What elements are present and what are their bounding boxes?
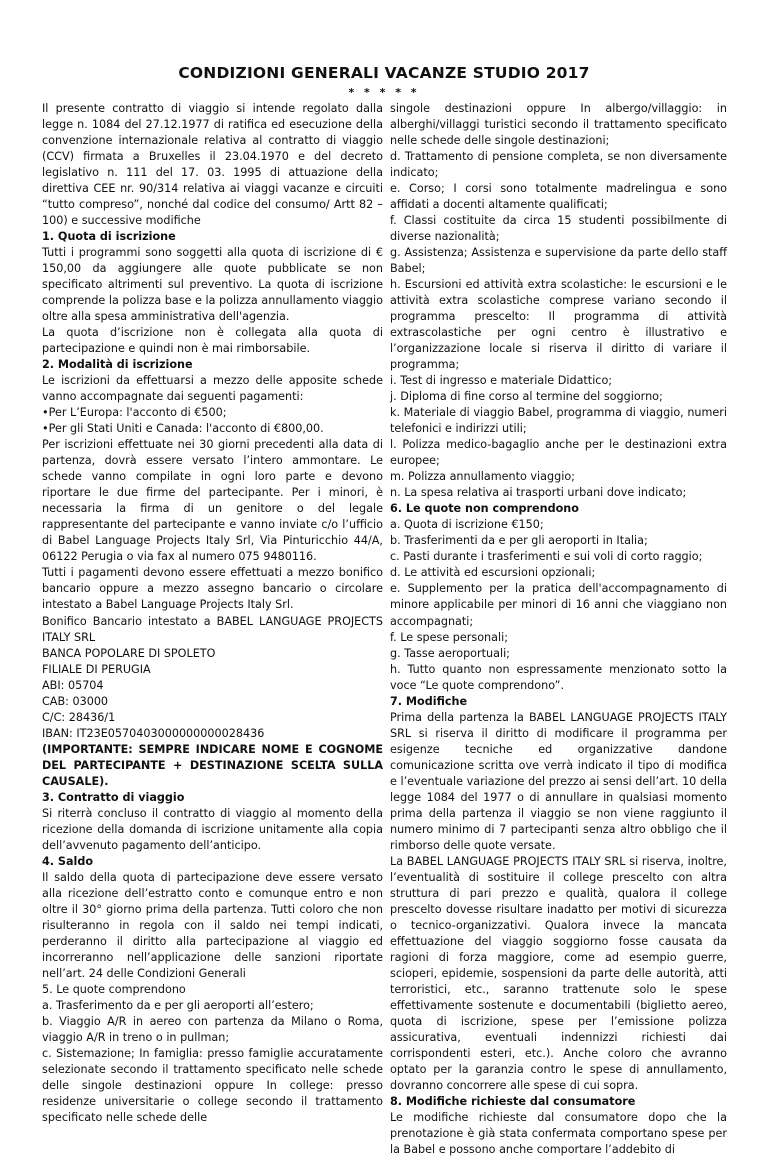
right-column: [390, 101, 727, 1158]
paragraph: •Per L’Europa: l'acconto di €500;: [42, 406, 227, 420]
paragraph: d. Le attività ed escursioni opzionali;: [390, 566, 596, 580]
paragraph: e. Corso; I corsi sono totalmente madrelingua e sono affidati a docenti altamente qualificati;: [390, 182, 727, 212]
paragraph: h. Tutto quanto non espressamente menzionato sotto la voce “Le quote comprendono”.: [390, 662, 727, 692]
paragraph: Tutti i programmi sono soggetti alla quota di iscrizione di € 150,00 da aggiungere alle quote pubblicate se non specificato altrimenti sul preventivo. La quota di iscrizione comprende la polizza base e la polizza annullamento viaggio oltre alla spesa amministrativa dell'agenzia.: [42, 246, 383, 324]
section-heading: 6. Le quote non comprendono: [390, 502, 579, 516]
paragraph: 5. Le quote comprendono: [42, 982, 186, 996]
paragraph: FILIALE DI PERUGIA: [42, 662, 151, 676]
paragraph: e. Supplemento per la pratica dell'accompagnamento di minore applicabile per minori di 16 anni che viaggiano non accompagnati;: [390, 582, 727, 628]
paragraph: C/C: 28436/1: [42, 710, 116, 724]
paragraph: BANCA POPOLARE DI SPOLETO: [42, 646, 216, 660]
section-heading: (IMPORTANTE: SEMPRE INDICARE NOME E COGNOME DEL PARTECIPANTE + DESTINAZIONE SCELTA SULLA CAUSALE).: [42, 742, 383, 788]
paragraph: •Per gli Stati Uniti e Canada: l'acconto di €800,00.: [42, 422, 324, 436]
paragraph: IBAN: IT23E0570403000000000028436: [42, 726, 265, 740]
section-heading: 2. Modalità di iscrizione: [42, 358, 193, 372]
paragraph: k. Materiale di viaggio Babel, programma di viaggio, numeri telefonici e indirizzi utili;: [390, 406, 727, 436]
paragraph: m. Polizza annullamento viaggio;: [390, 470, 575, 484]
left-column: [42, 101, 383, 1126]
section-heading: 4. Saldo: [42, 854, 94, 868]
paragraph: Le iscrizioni da effettuarsi a mezzo delle apposite schede vanno accompagnate dai seguenti pagamenti:: [42, 374, 383, 404]
paragraph: f. Le spese personali;: [390, 630, 508, 644]
paragraph: Prima della partenza la BABEL LANGUAGE PROJECTS ITALY SRL si riserva il diritto di modificare il programma per esigenze tecniche ed organizzative dandone comunicazione scritta ove verrà indicato il tipo di modifica e l’eventuale variazione del prezzo ai sensi dell’art. 10 della legge 1084 del 1977 o di annullare in qualsiasi momento prima della partenza il viaggio se non viene raggiunto il numero minimo di 7 partecipanti senza altro obbligo che il rimborso delle quote versate.: [390, 710, 727, 852]
paragraph: La quota d’iscrizione non è collegata alla quota di partecipazione e quindi non è mai rimborsabile.: [42, 326, 383, 356]
title-separator: * * * * *: [348, 86, 420, 99]
document-title: CONDIZIONI GENERALI VACANZE STUDIO 2017: [178, 64, 590, 82]
paragraph: l. Polizza medico-bagaglio anche per le destinazioni extra europee;: [390, 438, 727, 468]
paragraph: La BABEL LANGUAGE PROJECTS ITALY SRL si riserva, inoltre, l’eventualità di sostituire il college prescelto con altra struttura di pari prezzo e qualità, qualora il college prescelto dovesse risultare inadatto per motivi di sicurezza o tecnico-organizzativi. Qualora invece la mancata effettuazione del viaggio soggiorno fosse causata da ragioni di forza maggiore, come ad esempio guerre, scioperi, epidemie, sospensioni da parte delle autorità, atti terroristici, etc., saranno trattenute solo le spese effettivamente sostenute e documentabili (biglietto aereo, quota di iscrizione, spese per l’emissione polizza assicurativa, eventuali indennizzi richiesti dai corrispondenti esteri, etc.). Anche coloro che avranno optato per la garanzia contro le spese di annullamento, dovranno concorrere alle spese di cui sopra.: [390, 854, 727, 1092]
paragraph: singole destinazioni oppure In albergo/villaggio: in alberghi/villaggi turistici secondo il trattamento specificato nelle schede delle singole destinazioni;: [390, 102, 727, 148]
paragraph: g. Assistenza; Assistenza e supervisione da parte dello staff Babel;: [390, 246, 727, 276]
paragraph: b. Trasferimenti da e per gli aeroporti in Italia;: [390, 534, 648, 548]
paragraph: Bonifico Bancario intestato a BABEL LANGUAGE PROJECTS ITALY SRL: [42, 614, 383, 644]
section-heading: 1. Quota di iscrizione: [42, 230, 176, 244]
paragraph: i. Test di ingresso e materiale Didattico;: [390, 374, 613, 388]
paragraph: c. Sistemazione; In famiglia: presso famiglie accuratamente selezionate secondo il trattamento specificato nelle schede delle singole destinazioni oppure In college: presso residenze universitarie o college secondo il trattamento specificato nelle schede delle: [42, 1046, 383, 1124]
paragraph: b. Viaggio A/R in aereo con partenza da Milano o Roma, viaggio A/R in treno o in pullman;: [42, 1014, 383, 1044]
paragraph: Il presente contratto di viaggio si intende regolato dalla legge n. 1084 del 27.12.1977 di ratifica ed esecuzione della convenzione internazionale relativa al contratto di viaggio (CCV) firmata a Bruxelles il 23.04.1970 e del decreto legislativo n. 111 del 17. 03. 1995 di attuazione della direttiva CEE nr. 90/314 relativa ai viaggi vacanze e circuiti “tutto compreso”, nonché dal codice del consumo/ Artt 82 – 100) e successive modifiche: [42, 102, 383, 228]
paragraph: Il saldo della quota di partecipazione deve essere versato alla ricezione dell’estratto conto e comunque entro e non oltre il 30° giorno prima della partenza. Tutti coloro che non risulteranno in regola con il saldo nei tempi indicati, perderanno il diritto alla partecipazione al viaggio ed incorreranno nell’applicazione delle sanzioni riportate nell’art. 24 delle Condizioni Generali: [42, 870, 383, 980]
paragraph: h. Escursioni ed attività extra scolastiche: le escursioni e le attività extra scolastiche comprese variano secondo il programma prescelto: Il programma di attività extrascolastiche per ogni centro è illustrativo e l’organizzazione locale si riserva il diritto di variare il programma;: [390, 278, 727, 372]
section-heading: 7. Modifiche: [390, 694, 468, 708]
paragraph: Le modifiche richieste dal consumatore dopo che la prenotazione è già stata confermata comportano spese per la Babel e possono anche comportare l’addebito di: [390, 1110, 727, 1157]
paragraph: j. Diploma di fine corso al termine del soggiorno;: [390, 390, 663, 404]
paragraph: d. Trattamento di pensione completa, se non diversamente indicato;: [390, 150, 727, 180]
paragraph: ABI: 05704: [42, 678, 104, 692]
paragraph: Per iscrizioni effettuate nei 30 giorni precedenti alla data di partenza, dovrà essere versato l’intero ammontare. Le schede vanno compilate in ogni loro parte e devono riportare le due firme del partecipante. Per i minori, è necessaria la firma di un genitore o del legale rappresentante del partecipante e vanno inviate c/o l’ufficio di Babel Language Projects Italy Srl, Via Pinturicchio 44/A, 06122 Perugia o via fax al numero 075 9480116.: [42, 438, 383, 564]
paragraph: Tutti i pagamenti devono essere effettuati a mezzo bonifico bancario oppure a mezzo assegno bancario o circolare intestato a Babel Language Projects Italy Srl.: [42, 566, 383, 612]
paragraph: n. La spesa relativa ai trasporti urbani dove indicato;: [390, 486, 687, 500]
paragraph: f. Classi costituite da circa 15 studenti possibilmente di diverse nazionalità;: [390, 214, 727, 244]
paragraph: a. Quota di iscrizione €150;: [390, 518, 544, 532]
paragraph: CAB: 03000: [42, 694, 109, 708]
section-heading: 8. Modifiche richieste dal consumatore: [390, 1094, 636, 1108]
paragraph: c. Pasti durante i trasferimenti e sui voli di corto raggio;: [390, 550, 703, 564]
paragraph: a. Trasferimento da e per gli aeroporti all’estero;: [42, 998, 314, 1012]
paragraph: Si riterrà concluso il contratto di viaggio al momento della ricezione della domanda di iscrizione unitamente alla copia dell’avvenuto pagamento dell’anticipo.: [42, 806, 383, 852]
paragraph: g. Tasse aeroportuali;: [390, 646, 510, 660]
section-heading: 3. Contratto di viaggio: [42, 790, 185, 804]
